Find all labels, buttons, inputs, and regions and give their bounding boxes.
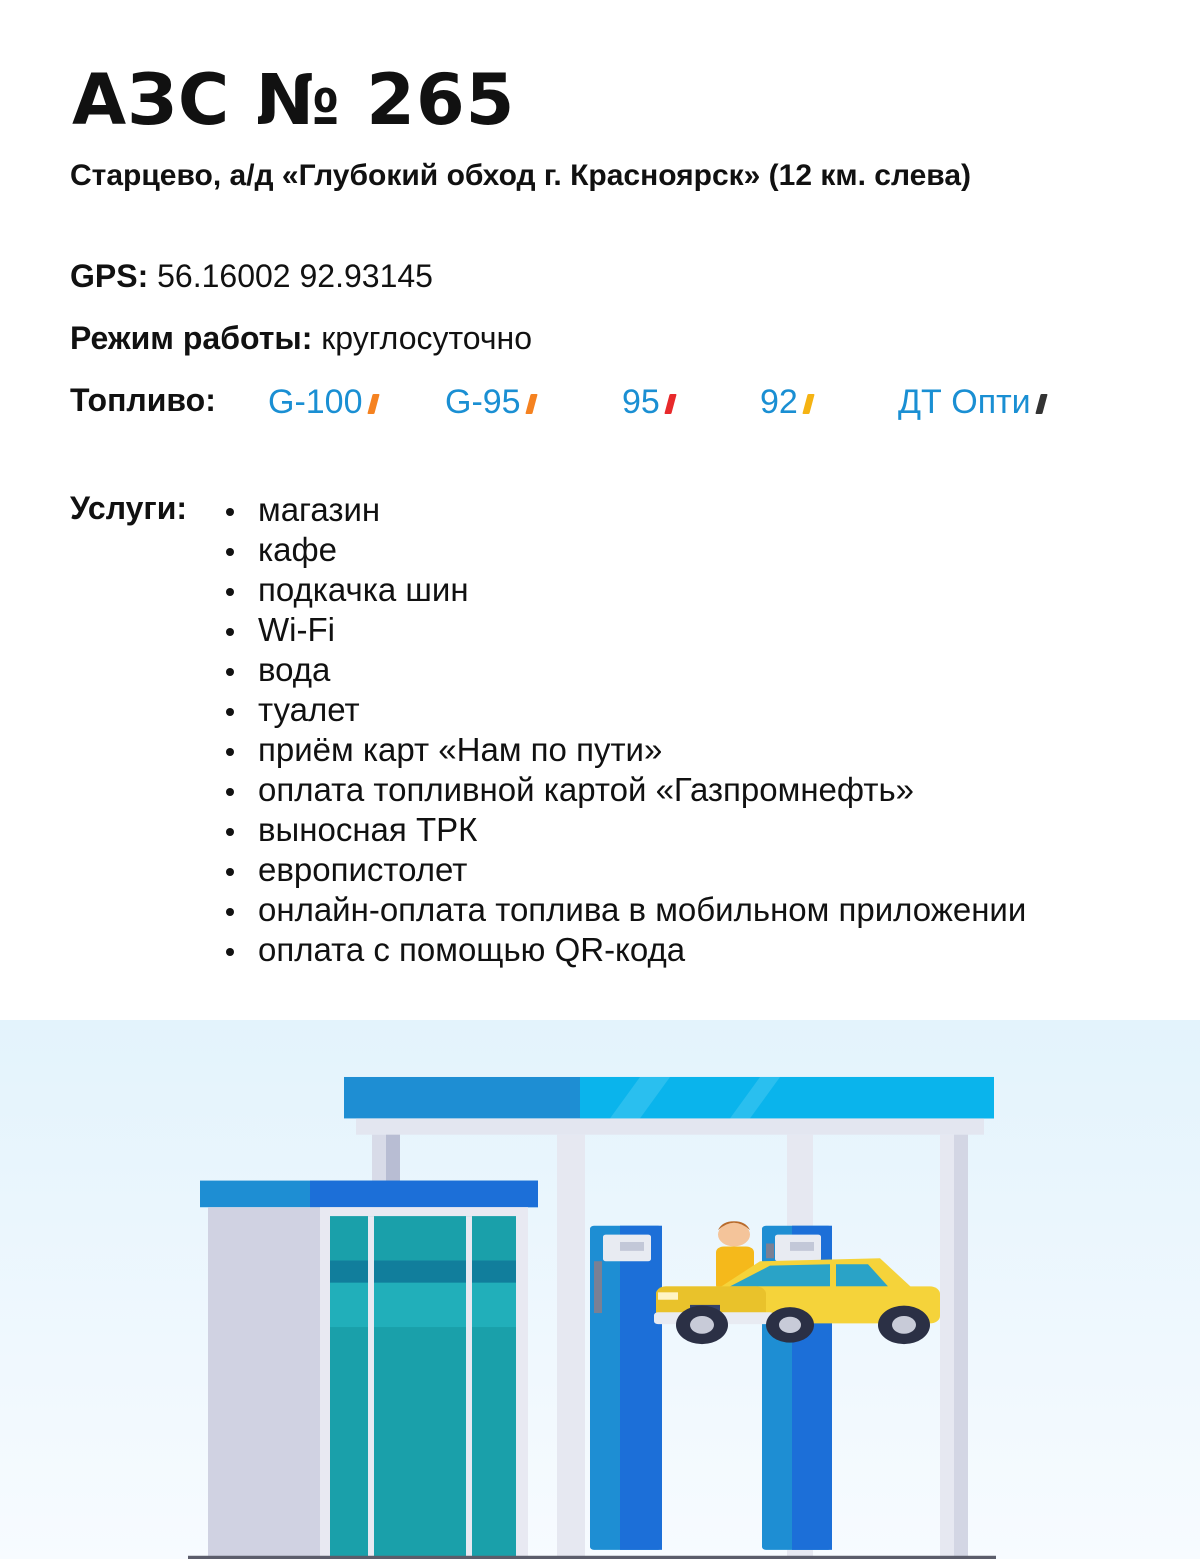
service-item: кафе — [224, 530, 1026, 570]
service-item: магазин — [224, 490, 1026, 530]
page-title: АЗС № 265 — [72, 59, 516, 141]
service-item: туалет — [224, 690, 1026, 730]
fuel-label: Топливо: — [70, 382, 216, 418]
fuel-item-g100[interactable] — [268, 382, 377, 422]
fuel-item-95[interactable] — [622, 382, 674, 422]
hours-value: круглосуточно — [321, 320, 533, 356]
service-item: приём карт «Нам по пути» — [224, 730, 1026, 770]
fuel-item-label: 92 — [760, 383, 798, 421]
hours-label: Режим работы: — [70, 320, 313, 356]
service-item: оплата топливной картой «Газпромнефть» — [224, 770, 1026, 810]
fuel-item-dt-opti[interactable] — [898, 382, 1045, 422]
fuel-color-mark-icon — [367, 394, 379, 414]
canopy-pillar — [557, 1135, 585, 1557]
service-item: европистолет — [224, 850, 1026, 890]
fuel-item-92[interactable] — [760, 382, 812, 422]
fuel-item-g95[interactable] — [445, 382, 535, 422]
gps-row — [70, 256, 433, 296]
gps-value: 56.16002 92.93145 — [157, 258, 433, 294]
fuel-item-label: G-95 — [445, 383, 521, 421]
fuel-item-label: ДТ Опти — [898, 383, 1031, 421]
service-item: Wi-Fi — [224, 610, 1026, 650]
fuel-color-mark-icon — [664, 394, 676, 414]
canopy-fascia — [356, 1118, 984, 1134]
service-item: вода — [224, 650, 1026, 690]
station-address: Старцево, а/д «Глубокий обход г. Красноярск» (12 км. слева) — [70, 159, 972, 192]
fuel-item-label: G-100 — [268, 383, 363, 421]
services-list — [224, 490, 1026, 970]
fuel-item-label: 95 — [622, 383, 660, 421]
gas-station-illustration — [0, 1020, 1200, 1559]
service-item: онлайн-оплата топлива в мобильном приложении — [224, 890, 1026, 930]
fuel-color-mark-icon — [1035, 394, 1047, 414]
service-item: выносная ТРК — [224, 810, 1026, 850]
hours-row — [70, 318, 532, 358]
gps-label: GPS: — [70, 258, 149, 294]
fuel-color-mark-icon — [525, 394, 537, 414]
fuel-color-mark-icon — [802, 394, 814, 414]
service-item: подкачка шин — [224, 570, 1026, 610]
services-label: Услуги: — [70, 490, 188, 526]
car — [654, 1258, 940, 1344]
service-item: оплата с помощью QR-кода — [224, 930, 1026, 970]
